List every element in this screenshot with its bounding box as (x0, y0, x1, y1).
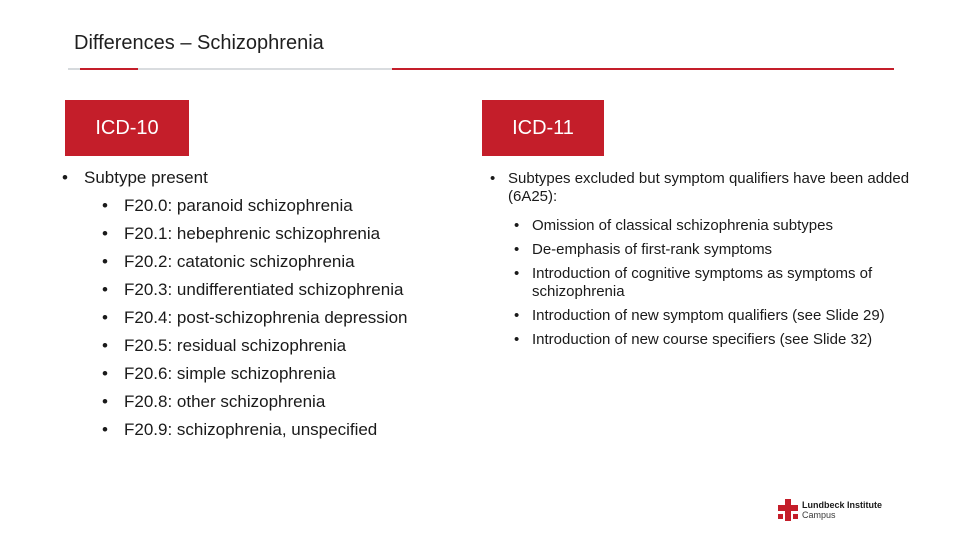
change-item: Introduction of new course specifiers (see Slide 32) (532, 331, 873, 348)
list-item: • Introduction of new symptom qualifiers (see Slide 29) (514, 307, 885, 324)
subtype-f20-0: F20.0: paranoid schizophrenia (124, 196, 353, 215)
subtype-f20-3: F20.3: undifferentiated schizophrenia (124, 280, 404, 299)
lundbeck-logo (778, 499, 882, 521)
subtype-f20-6: F20.6: simple schizophrenia (124, 364, 336, 383)
logo-line2: Campus (802, 510, 836, 520)
list-item: • Introduction of cognitive symptoms as symptoms of schizophrenia (490, 265, 930, 301)
list-item: • Introduction of new course specifiers (see Slide 32) (514, 331, 873, 348)
list-item: • F20.3: undifferentiated schizophrenia (62, 276, 462, 304)
change-item: Introduction of cognitive symptoms as symptoms of schizophrenia (532, 265, 873, 300)
icd11-heading: Subtypes excluded but symptom qualifiers have been added (6A25): (508, 170, 910, 205)
list-item: • F20.1: hebephrenic schizophrenia (62, 220, 462, 248)
list-item (62, 164, 462, 192)
bullet: • (490, 170, 496, 187)
subtype-f20-4: F20.4: post-schizophrenia depression (124, 308, 408, 327)
list-item: • F20.2: catatonic schizophrenia (62, 248, 462, 276)
icd11-tag: ICD-11 (482, 100, 604, 156)
list-item: • F20.5: residual schizophrenia (62, 332, 462, 360)
subtype-f20-9: F20.9: schizophrenia, unspecified (124, 420, 378, 439)
lundbeck-logo-icon (778, 499, 798, 521)
list-item: • F20.4: post-schizophrenia depression (62, 304, 462, 332)
title-divider (68, 68, 894, 70)
bullet: • (62, 168, 68, 187)
list-item: • F20.8: other schizophrenia (62, 388, 462, 416)
change-item: Omission of classical schizophrenia subtypes (532, 217, 833, 234)
list-item: • De-emphasis of first-rank symptoms (514, 241, 773, 258)
change-item: Introduction of new symptom qualifiers (see Slide 29) (532, 307, 885, 324)
change-item: De-emphasis of first-rank symptoms (532, 241, 773, 258)
icd10-heading: Subtype present (84, 168, 208, 187)
list-item: • Omission of classical schizophrenia subtypes (514, 217, 833, 234)
list-item: • F20.6: simple schizophrenia (62, 360, 462, 388)
icd11-list (490, 170, 930, 355)
list-item: • F20.9: schizophrenia, unspecified (62, 416, 462, 444)
list-item (490, 170, 930, 206)
subtype-f20-2: F20.2: catatonic schizophrenia (124, 252, 355, 271)
subtype-f20-5: F20.5: residual schizophrenia (124, 336, 347, 355)
list-item: • F20.0: paranoid schizophrenia (62, 192, 462, 220)
subtype-f20-1: F20.1: hebephrenic schizophrenia (124, 224, 381, 243)
subtype-f20-8: F20.8: other schizophrenia (124, 392, 326, 411)
slide-title: Differences – Schizophrenia (74, 32, 324, 54)
logo-line1: Lundbeck Institute (802, 500, 883, 510)
icd10-tag: ICD-10 (65, 100, 189, 156)
icd10-list (62, 164, 462, 444)
